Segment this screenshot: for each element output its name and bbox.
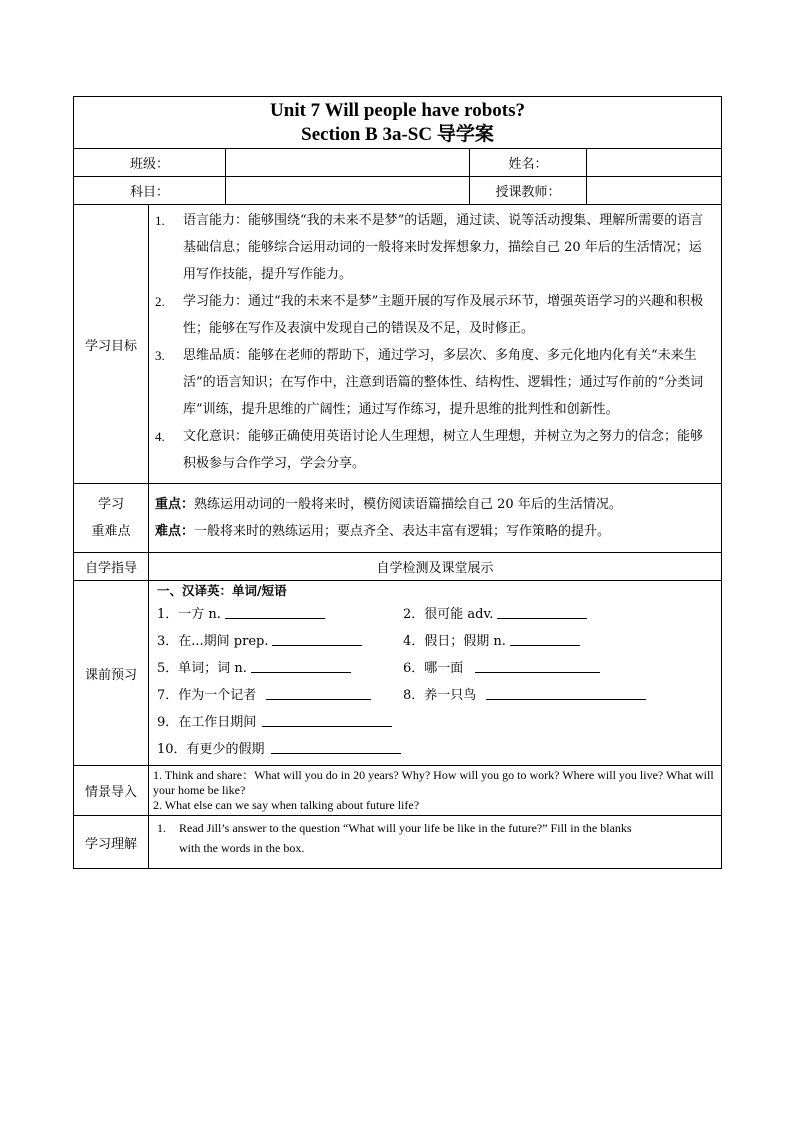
comprehension-row	[74, 816, 722, 869]
key-text: 熟练运用动词的一般将来时，模仿阅读语篇描绘自己 20 年后的生活情况。	[194, 497, 622, 512]
vocab-prompt: 6．哪一面	[403, 661, 464, 676]
vocab-prompt: 3．在...期间 prep.	[157, 634, 269, 649]
worksheet	[73, 96, 721, 869]
key-points-label	[74, 484, 149, 553]
answer-blank[interactable]	[251, 660, 351, 673]
preview-row-2	[157, 626, 715, 653]
vocab-prompt: 5．单词；词 n.	[157, 661, 247, 676]
vocab-prompt: 7．作为一个记者	[157, 688, 257, 703]
goal-item	[155, 423, 713, 477]
info-row-2	[74, 177, 722, 205]
name-field[interactable]	[587, 149, 722, 177]
teacher-field[interactable]	[587, 177, 722, 205]
guide-label: 自学指导	[74, 553, 149, 581]
context-question-2: 2. What else can we say when talking about future life?	[153, 798, 420, 812]
goals-label: 学习目标	[74, 205, 149, 484]
vocab-item	[157, 684, 403, 703]
context-content	[149, 766, 722, 816]
goal-text: 语言能力：能够围绕“我的未来不是梦”的话题，通过读、说等活动搜集、理解所需要的语言基础信息；能够综合运用动词的一般将来时发挥想象力，描绘自己 20 年后的生活情况；运用写作技能，提升写作能力。	[183, 213, 704, 282]
preview-row-4	[157, 680, 715, 707]
title-cell	[74, 97, 722, 149]
goal-item	[155, 288, 713, 342]
difficulty-text: 一般将来时的熟练运用；要点齐全、表达丰富有逻辑；写作策略的提升。	[194, 524, 611, 539]
vocab-item	[403, 684, 646, 703]
answer-blank[interactable]	[497, 606, 587, 619]
key-point-line	[155, 491, 715, 518]
vocab-item	[403, 630, 580, 649]
name-label: 姓名：	[470, 149, 587, 177]
key-points-row	[74, 484, 722, 553]
goals-row	[74, 205, 722, 484]
guide-row	[74, 553, 722, 581]
preview-row-5	[157, 707, 715, 734]
preview-row-3	[157, 653, 715, 680]
vocab-prompt: 4．假日；假期 n.	[403, 634, 506, 649]
unit-title: Unit 7 Will people have robots?	[270, 99, 525, 121]
vocab-item	[157, 630, 403, 649]
comprehension-line	[157, 818, 717, 838]
answer-blank[interactable]	[271, 741, 401, 754]
subject-label: 科目：	[74, 177, 226, 205]
preview-row-6	[157, 734, 715, 761]
goal-text: 文化意识：能够正确使用英语讨论人生理想，树立人生理想，并树立为之努力的信念；能够积极参与合作学习，学会分享。	[183, 429, 704, 471]
answer-blank[interactable]	[266, 687, 371, 700]
vocab-prompt: 10．有更少的假期	[157, 742, 265, 757]
class-field[interactable]	[226, 149, 470, 177]
key-label: 重点：	[155, 497, 195, 512]
comprehension-text-1: Read Jill’s answer to the question “What will your life be like in the future?” Fill in the blanks	[179, 821, 632, 835]
preview-content	[149, 581, 722, 766]
answer-blank[interactable]	[225, 606, 325, 619]
answer-blank[interactable]	[272, 633, 362, 646]
goal-number: 2.	[155, 294, 165, 309]
preview-label: 课前预习	[74, 581, 149, 766]
vocab-item	[403, 657, 600, 676]
class-label: 班级：	[74, 149, 226, 177]
comprehension-content	[149, 816, 722, 869]
answer-blank[interactable]	[510, 633, 580, 646]
worksheet-table	[73, 96, 722, 869]
vocab-item	[403, 603, 587, 622]
comprehension-number: 1.	[157, 821, 166, 835]
vocab-item	[157, 738, 401, 757]
key-points-label-line1: 学习	[97, 497, 124, 512]
section-title: Section B 3a-SC 导学案	[301, 123, 494, 145]
vocab-prompt: 9．在工作日期间	[157, 715, 257, 730]
vocab-prompt: 8．养一只鸟	[403, 688, 477, 703]
difficulty-line	[155, 518, 715, 545]
context-question-1: 1. Think and share：What will you do in 20 years? Why? How will you go to work? Where will you live? What will your home be like?	[153, 768, 714, 797]
difficulty-label: 难点：	[155, 524, 195, 539]
vocab-prompt: 2．很可能 adv.	[403, 607, 494, 622]
title-row	[74, 97, 722, 149]
teacher-label: 授课教师：	[470, 177, 587, 205]
comprehension-label: 学习理解	[74, 816, 149, 869]
context-label: 情景导入	[74, 766, 149, 816]
context-row	[74, 766, 722, 816]
answer-blank[interactable]	[262, 714, 392, 727]
goal-number: 4.	[155, 429, 165, 444]
subject-field[interactable]	[226, 177, 470, 205]
preview-heading: 一、汉译英：单词/短语	[157, 583, 287, 598]
vocab-prompt: 1．一方 n.	[157, 607, 221, 622]
goal-item	[155, 342, 713, 423]
vocab-item	[157, 603, 403, 622]
key-points-label-line2: 重难点	[91, 524, 131, 539]
goal-text: 思维品质：能够在老师的帮助下，通过学习，多层次、多角度、多元化地内化有关“未来生活”的语言知识；在写作中，注意到语篇的整体性、结构性、逻辑性；通过写作前的“分类词库”训练，提升思维的广阔性；通过写作练习，提升思维的批判性和创新性。	[183, 348, 704, 417]
guide-content: 自学检测及课堂展示	[149, 553, 722, 581]
info-row-1	[74, 149, 722, 177]
preview-row-1	[157, 599, 715, 626]
vocab-item	[157, 711, 392, 730]
goal-number: 3.	[155, 348, 165, 363]
goal-text: 学习能力：通过“我的未来不是梦”主题开展的写作及展示环节，增强英语学习的兴趣和积极性；能够在写作及表演中发现自己的错误及不足，及时修正。	[183, 294, 704, 336]
preview-row	[74, 581, 722, 766]
goal-number: 1.	[155, 213, 165, 228]
key-points-content	[149, 484, 722, 553]
answer-blank[interactable]	[475, 660, 600, 673]
answer-blank[interactable]	[486, 687, 646, 700]
goal-item	[155, 207, 713, 288]
comprehension-text-2: with the words in the box.	[179, 841, 305, 855]
goals-content	[149, 205, 722, 484]
vocab-item	[157, 657, 403, 676]
